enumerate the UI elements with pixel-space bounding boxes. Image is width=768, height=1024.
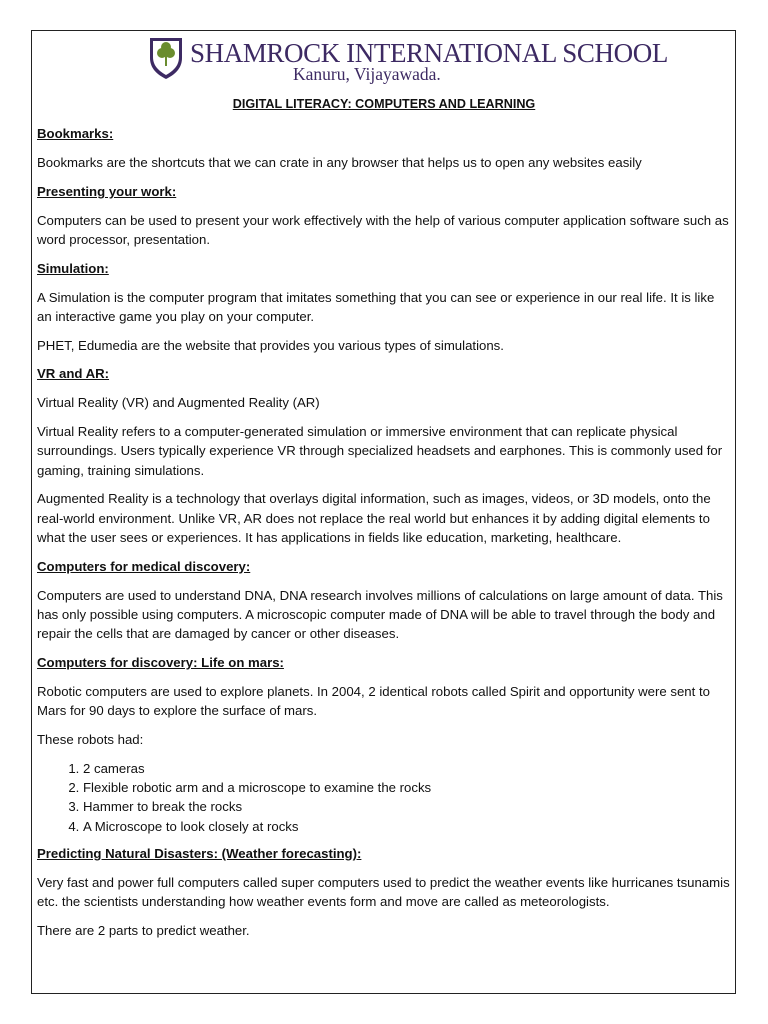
paragraph: There are 2 parts to predict weather.: [37, 922, 250, 938]
document-title: DIGITAL LITERACY: COMPUTERS AND LEARNING: [232, 97, 536, 111]
school-name: SHAMROCK INTERNATIONAL SCHOOL: [190, 38, 668, 68]
heading-bookmarks: Bookmarks:: [37, 126, 114, 142]
paragraph: Bookmarks are the shortcuts that we can crate in any browser that helps us to open any websites easily: [37, 155, 642, 171]
list-item: 4. A Microscope to look closely at rocks: [83, 817, 731, 836]
paragraph: Computers are used to understand DNA, DNA research involves millions of calculations on large amount of data. This has only possible using computers. A microscopic computer made of DNA will be able to travel through the body and repair the cells that are damaged by cancer or other diseases.: [37, 587, 723, 642]
paragraph: Virtual Reality refers to a computer-generated simulation or immersive environment that can replicate physical surroundings. Users typically experience VR through specialized headsets and earphones. This is commonly used for gaming, training simulations.: [37, 424, 723, 478]
heading-weather: Predicting Natural Disasters: (Weather forecasting):: [37, 845, 362, 861]
school-location: Kanuru, Vijayawada.: [293, 64, 441, 84]
heading-mars: Computers for discovery: Life on mars:: [37, 655, 284, 671]
paragraph: These robots had:: [37, 731, 144, 747]
paragraph: Virtual Reality (VR) and Augmented Reality (AR): [37, 395, 320, 411]
heading-medical: Computers for medical discovery:: [37, 558, 251, 574]
list-item: 1. 2 cameras: [83, 759, 731, 778]
robot-features-list: [37, 759, 731, 836]
school-crest-icon: [148, 36, 184, 80]
paragraph: Robotic computers are used to explore planets. In 2004, 2 identical robots called Spirit and opportunity were sent to Mars for 90 days to explore the surface of mars.: [37, 683, 710, 719]
paragraph: A Simulation is the computer program that imitates something that you can see or experience in our real life. It is like an interactive game you play on your computer.: [37, 289, 715, 324]
list-item: 3. Hammer to break the rocks: [83, 797, 731, 816]
heading-presenting: Presenting your work:: [37, 183, 177, 199]
paragraph: Computers can be used to present your work effectively with the help of various computer application software such as word processor, presentation.: [37, 212, 729, 247]
paragraph: Augmented Reality is a technology that overlays digital information, such as images, videos, or 3D models, onto the real-world environment. Unlike VR, AR does not replace the real world but enhances it by adding digital elements to what the user sees or experiences. It has applications in fields like education, marketing, healthcare.: [37, 491, 711, 546]
paragraph: PHET, Edumedia are the website that provides you various types of simulations.: [37, 337, 504, 353]
heading-simulation: Simulation:: [37, 260, 109, 276]
school-header: [0, 36, 768, 88]
document-body: [37, 95, 731, 950]
list-item: 2. Flexible robotic arm and a microscope to examine the rocks: [83, 778, 731, 797]
paragraph: Very fast and power full computers called super computers used to predict the weather events like hurricanes tsunamis etc. the scientists understanding how weather events form and move are called as meteorologists.: [37, 874, 730, 909]
heading-vr-ar: VR and AR:: [37, 366, 110, 382]
